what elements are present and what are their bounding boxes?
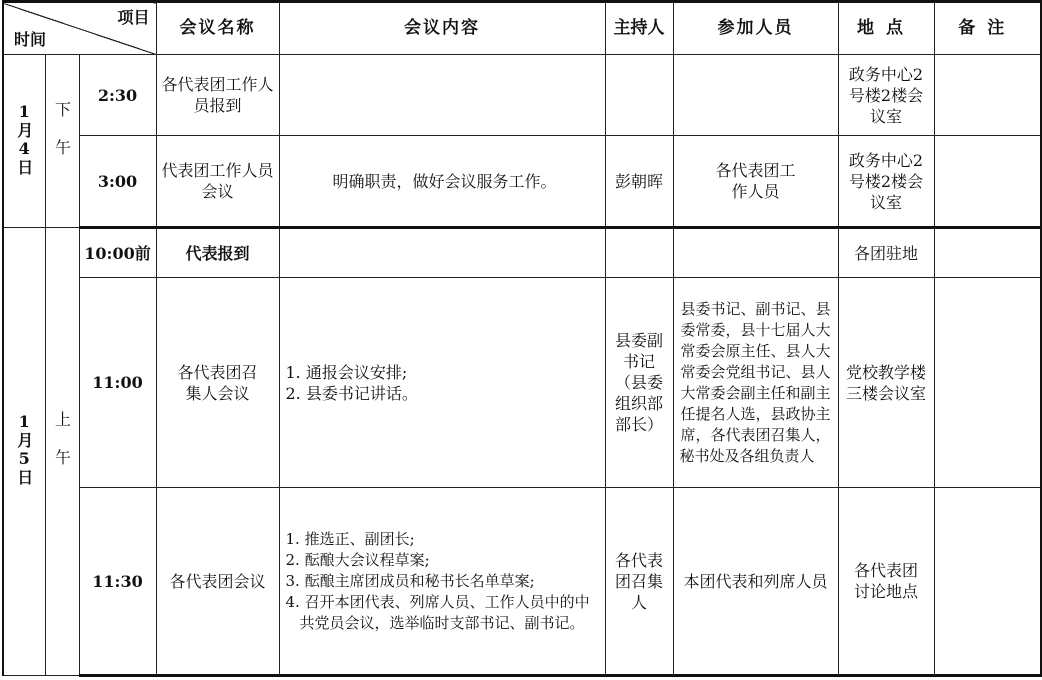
host-cell: 县委副书记（县委组织部部长）: [605, 278, 673, 488]
meeting-content-cell: [279, 278, 605, 488]
remarks-cell: [934, 488, 1041, 676]
remarks-cell: [934, 55, 1041, 136]
location-cell: 各团驻地: [838, 228, 934, 278]
content-item: 2. 酝酿大会议程草案;: [285, 550, 430, 569]
content-item: 1. 通报会议安排;: [285, 362, 408, 382]
attendees-cell: 本团代表和列席人员: [673, 488, 838, 676]
meeting-name-cell: 各代表团召集人会议: [156, 278, 279, 488]
meeting-content-cell: [279, 55, 605, 136]
date-cell-day2: [3, 228, 45, 676]
content-item: 3. 酝酿主席团成员和秘书长名单草案;: [285, 571, 535, 590]
meeting-content-cell: 明确职责，做好会议服务工作。: [279, 136, 605, 228]
time-cell: 11:30: [79, 488, 156, 676]
period-day1: 下午: [52, 100, 72, 177]
time-cell: 2:30: [79, 55, 156, 136]
meeting-name-cell: 各代表团工作人员报到: [156, 55, 279, 136]
meeting-content-cell: [279, 488, 605, 676]
meeting-name-cell: 代表报到: [156, 228, 279, 278]
period-cell-day2: [45, 228, 79, 676]
table-row: [3, 136, 1041, 228]
host-cell: 彭朝晖: [605, 136, 673, 228]
schedule-table: [2, 0, 1042, 677]
table-row: [3, 278, 1041, 488]
date-day1: 1月4日: [14, 101, 34, 176]
header-meeting-content: 会议内容: [279, 2, 605, 55]
period-day2: 上午: [52, 411, 72, 487]
period-cell-day1: [45, 55, 79, 228]
host-cell: [605, 228, 673, 278]
time-cell: 3:00: [79, 136, 156, 228]
remarks-cell: [934, 228, 1041, 278]
header-diagonal-cell: [3, 2, 156, 55]
time-cell: 10:00前: [79, 228, 156, 278]
location-cell: 政务中心2号楼2楼会议室: [838, 55, 934, 136]
remarks-cell: [934, 136, 1041, 228]
meeting-name-cell: 代表团工作人员会议: [156, 136, 279, 228]
location-cell: 党校教学楼三楼会议室: [838, 278, 934, 488]
attendees-cell: [673, 55, 838, 136]
meeting-content-cell: [279, 228, 605, 278]
location-cell: 各代表团讨论地点: [838, 488, 934, 676]
time-cell: 11:00: [79, 278, 156, 488]
date-day2: 1月5日: [14, 412, 34, 486]
host-cell: [605, 55, 673, 136]
table-row: [3, 488, 1041, 676]
header-row: [3, 2, 1041, 55]
table-row: [3, 228, 1041, 278]
attendees-cell: 各代表团工作人员: [673, 136, 838, 228]
content-item: 2. 县委书记讲话。: [285, 383, 418, 403]
attendees-cell: [673, 228, 838, 278]
content-item: 4. 召开本团代表、列席人员、工作人员中的中共党员会议，选举临时支部书记、副书记。: [285, 592, 590, 632]
location-cell: 政务中心2号楼2楼会议室: [838, 136, 934, 228]
table-row: [3, 55, 1041, 136]
remarks-cell: [934, 278, 1041, 488]
header-attendees: 参加人员: [673, 2, 838, 55]
content-item: 1. 推选正、副团长;: [285, 529, 415, 548]
attendees-cell: 县委书记、副书记、县委常委，县十七届人大常委会原主任、县人大常委会党组书记、县人大常委会副主任和副主任提名人选，县政协主席，各代表团召集人，秘书处及各组负责人: [673, 278, 838, 488]
header-host: 主持人: [605, 2, 673, 55]
header-item-label: 项目: [117, 8, 150, 27]
header-location: 地点: [838, 2, 934, 55]
header-remarks: 备注: [934, 2, 1041, 55]
header-time-label: 时间: [14, 30, 47, 49]
date-cell-day1: [3, 55, 45, 228]
meeting-name-cell: 各代表团会议: [156, 488, 279, 676]
host-cell: 各代表团召集人: [605, 488, 673, 676]
header-meeting-name: 会议名称: [156, 2, 279, 55]
